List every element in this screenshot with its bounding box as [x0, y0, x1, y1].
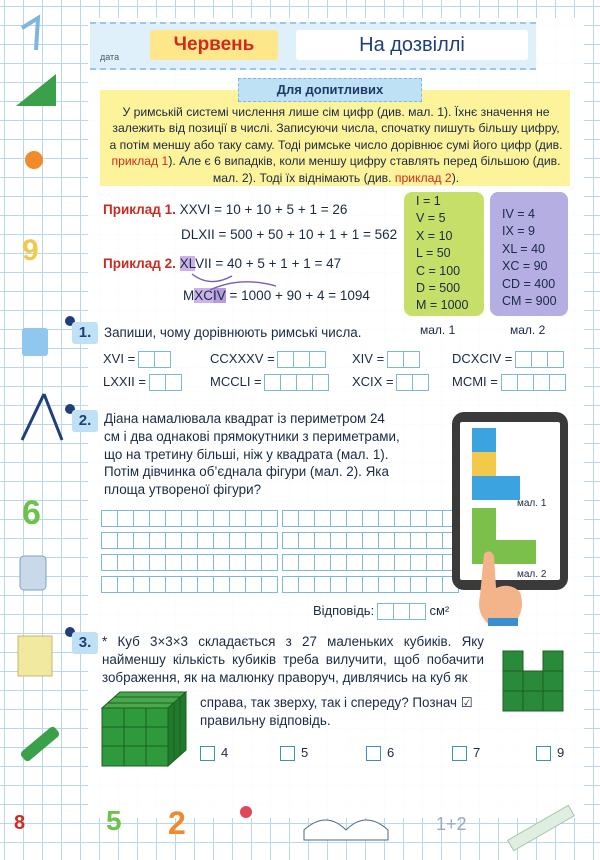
task1-item-label: DCXCIV = — [452, 351, 513, 366]
table2-row: XC = 90 — [502, 259, 548, 274]
table1-row: L = 50 — [416, 246, 451, 261]
answer-grid[interactable] — [283, 510, 459, 525]
answer-cell[interactable] — [517, 374, 534, 391]
open-book-icon — [304, 820, 388, 840]
one-plus-two-doodle: 1+2 — [436, 814, 467, 834]
number-nine-icon: 9 — [22, 234, 39, 267]
compass-icon — [44, 394, 62, 440]
answer-cell[interactable] — [387, 351, 404, 368]
answer-cell[interactable] — [533, 374, 550, 391]
answer-cell[interactable] — [549, 374, 566, 391]
option[interactable] — [366, 745, 394, 761]
triangle-ruler-icon — [16, 74, 56, 106]
answer-cell[interactable] — [280, 374, 297, 391]
example2-expr1: VII = 40 + 5 + 1 + 1 = 47 — [195, 256, 342, 271]
task1-item — [352, 374, 429, 391]
task1-item-label: LXXII = — [103, 374, 146, 389]
answer-cell[interactable] — [412, 374, 429, 391]
task3-number: 3. — [72, 632, 98, 654]
answer-grid[interactable] — [283, 532, 459, 547]
option-label: 5 — [301, 745, 309, 760]
roman-digits-table — [404, 192, 484, 316]
table1-row: X = 10 — [416, 228, 453, 243]
answer-cell[interactable] — [501, 374, 518, 391]
option-label: 4 — [221, 745, 229, 760]
table1-row: D = 500 — [416, 281, 461, 296]
task1-item — [452, 374, 566, 391]
number-two-icon: 2 — [168, 805, 186, 841]
info-text-part3: ). — [451, 170, 460, 185]
task1-item — [452, 351, 564, 368]
task1-item — [352, 351, 420, 368]
answer-cell[interactable] — [312, 374, 329, 391]
answer-grid[interactable] — [102, 510, 278, 525]
table2-row: XL = 40 — [502, 241, 545, 256]
task1-item-label: XIV = — [352, 351, 385, 366]
answer-cell[interactable] — [547, 351, 564, 368]
task3-text-2: справа, так зверху, так і спереду? Познач ☑ правильну відповідь. — [200, 695, 473, 728]
example2-expr2: = 1000 + 90 + 4 = 1094 — [225, 288, 370, 303]
example1-line2: DLXII = 500 + 50 + 10 + 1 + 1 = 562 — [181, 227, 398, 242]
example2-link: приклад 2 — [394, 170, 452, 185]
target-view-illustration — [502, 650, 564, 712]
ruler-icon — [508, 805, 575, 850]
notebook-icon — [18, 636, 52, 676]
bottom-doodles — [96, 790, 596, 856]
task1-item-label: CCXXXV = — [210, 351, 275, 366]
answer-cell[interactable] — [149, 374, 166, 391]
table1-row: C = 100 — [416, 263, 461, 278]
example2-label: Приклад 2. — [103, 256, 176, 271]
option[interactable] — [452, 745, 480, 761]
task1-item — [103, 374, 182, 391]
unit-label: см² — [429, 603, 450, 618]
task1-text: Запиши, чому дорівнюють римські числа. — [104, 325, 362, 340]
task2-text: Діана намалювала квадрат із периметром 24 см і два однакові прямокутники з периметрами, що на третину більші, ніж у квадрата (мал. 1). Потім дівчинка об’єднала фігури (мал. 2). Яка площа утвореної фігури? — [104, 411, 400, 498]
crayon-icon — [19, 725, 60, 762]
answer-cell[interactable] — [138, 351, 155, 368]
example1-expr1: XXVI = 10 + 10 + 5 + 1 = 26 — [179, 202, 348, 217]
table2-row: CD = 400 — [502, 276, 556, 291]
month-title: Червень — [150, 30, 278, 60]
pencil-cup-icon — [22, 328, 48, 356]
page-number: 8 — [14, 812, 26, 834]
margin-doodles — [8, 10, 78, 810]
task2-answer — [313, 603, 449, 620]
section-title: На дозвіллі — [296, 30, 528, 60]
option-label: 6 — [387, 745, 395, 760]
answer-grid[interactable] — [283, 554, 459, 569]
option-label: 7 — [473, 745, 481, 760]
answer-cell[interactable] — [296, 374, 313, 391]
checkbox[interactable] — [536, 746, 551, 761]
option[interactable] — [280, 745, 308, 761]
example1-link: приклад 1 — [111, 154, 169, 169]
table2-row: IV = 4 — [502, 207, 536, 221]
answer-label: Відповідь: — [313, 603, 375, 618]
info-text-part1: У римській системі числення лише сім цифр (див. мал. 1). Їхнє значення не залежить від позиції в числі. Записуючи числа, спочатку пишуть більшу цифру, а потім меншу або таку саму. Тоді римське число дорівнює сумі його цифр (див. — [109, 105, 563, 152]
answer-cell[interactable] — [277, 351, 294, 368]
answer-cell[interactable] — [309, 351, 326, 368]
table2-row: CM = 900 — [502, 294, 557, 309]
option[interactable] — [536, 745, 564, 761]
task1-item-label: XVI = — [103, 351, 136, 366]
table1-row: V = 5 — [416, 211, 446, 226]
option-label: 9 — [557, 745, 565, 760]
highlight-iv: IV — [213, 288, 226, 303]
answer-grid[interactable] — [102, 532, 278, 547]
info-title: Для допитливих — [238, 78, 422, 102]
answer-grid[interactable] — [102, 576, 278, 591]
answer-cell[interactable] — [531, 351, 548, 368]
info-text — [108, 104, 564, 186]
checkbox[interactable] — [452, 746, 467, 761]
task1-item — [210, 374, 329, 391]
date-label: дата — [100, 52, 120, 62]
answer-cell[interactable] — [264, 374, 281, 391]
answer-cell[interactable] — [393, 603, 410, 620]
task1-number: 1. — [72, 322, 98, 344]
option[interactable] — [200, 745, 228, 761]
pic2-caption: мал. 2 — [517, 569, 547, 580]
task2-number: 2. — [72, 410, 98, 432]
task1-item-label: XCIX = — [352, 374, 394, 389]
checkbox[interactable] — [200, 746, 215, 761]
hand-icon — [470, 548, 530, 626]
highlight-xc: XC — [194, 288, 214, 303]
example2-m: M — [183, 288, 195, 303]
answer-cell[interactable] — [165, 374, 182, 391]
orange-icon — [25, 151, 43, 169]
cube-3x3x3-illustration — [100, 688, 190, 768]
example2-arrows — [180, 268, 300, 292]
pushpin-icon — [240, 806, 252, 818]
task1-item — [210, 351, 326, 368]
table1-row: I = 1 — [416, 194, 441, 208]
info-text-part2: ). Але є 6 випадків, коли меншу цифру ставлять перед більшою (див. мал. 2). Тоді їх віднімають (див. — [168, 154, 561, 185]
answer-cell[interactable] — [515, 351, 532, 368]
number-one-icon — [22, 18, 38, 50]
answer-cell[interactable] — [377, 603, 394, 620]
answer-cell[interactable] — [403, 351, 420, 368]
number-six-icon: 6 — [22, 494, 41, 532]
example1-label: Приклад 1. — [103, 202, 176, 217]
checkbox[interactable] — [366, 746, 381, 761]
table1-caption: мал. 1 — [420, 323, 456, 337]
task3-text-1: * Куб 3×3×3 складається з 27 маленьких кубиків. Яку найменшу кількість кубиків треба вилучити, щоб побачити зображення, як на малюнку праворуч, дивлячись на куб як — [102, 634, 484, 685]
answer-grid[interactable] — [283, 576, 459, 591]
calculator-icon — [20, 556, 46, 590]
task1-item — [103, 351, 171, 368]
answer-grid[interactable] — [102, 554, 278, 569]
subtractive-pairs-table — [490, 192, 568, 316]
number-five-icon: 5 — [106, 805, 122, 836]
table2-caption: мал. 2 — [510, 323, 546, 337]
answer-cell[interactable] — [293, 351, 310, 368]
answer-cell[interactable] — [396, 374, 413, 391]
answer-cell[interactable] — [409, 603, 426, 620]
pic1-caption: мал. 1 — [517, 498, 547, 509]
task1-item-label: MCCLI = — [210, 374, 262, 389]
checkbox[interactable] — [280, 746, 295, 761]
answer-cell[interactable] — [154, 351, 171, 368]
table2-row: IX = 9 — [502, 224, 536, 239]
table1-row: M = 1000 — [416, 298, 469, 313]
highlight-xl: XL — [179, 256, 196, 271]
task1-item-label: MCMI = — [452, 374, 498, 389]
example1-line1 — [103, 202, 347, 217]
